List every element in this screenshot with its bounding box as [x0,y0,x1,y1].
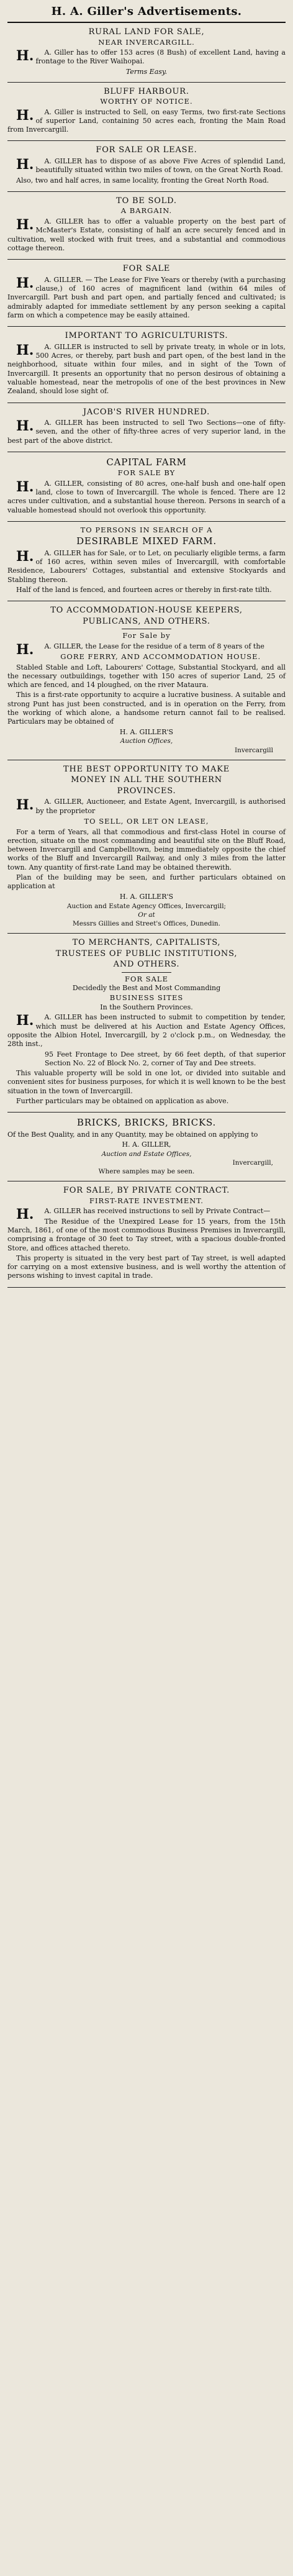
ad-body: H.A. Giller is instructed to Sell, on easy Terms, two first-rate Sections of superior Land, containing 50 acres each, fronting the Main Road from Invercargill. [7,107,286,134]
ad-title: GORE FERRY, AND ACCOMMODATION HOUSE. [60,652,261,662]
ad-body: H.A. Giller has to offer 153 acres (8 Bush) of excellent Land, having a frontage to the River Waihopai. [16,48,286,66]
ad-sale-or-lease [7,141,286,191]
ad-body-2: 95 Feet Frontage to Dee street, by 66 feet depth, of that superior Section No. 22 of Block No. 2, corner of Tay and Dee streets. [45,1050,286,1067]
ad-business-sites [7,934,286,1113]
page-masthead: H. A. Giller's Advertisements. [7,4,286,23]
ad-heading: IMPORTANT TO AGRICULTURISTS. [65,331,228,341]
ad-heading: CAPITAL FARM [106,456,187,468]
ad-heading: RURAL LAND FOR SALE, [88,27,205,37]
ad-subheading: FOR SALE [125,974,168,983]
ad-body: H.A. GILLER has received instructions to sell by Private Contract— [16,1206,271,1223]
ad-body-4: Further particulars may be obtained on application as above. [16,1097,229,1106]
ad-subheading: For Sale by [122,631,171,640]
ad-heading-3: AND OTHERS. [113,960,180,970]
ad-heading: TO ACCOMMODATION-HOUSE KEEPERS, [50,606,243,616]
ad-subheading: FIRST-RATE INVESTMENT. [89,1196,204,1205]
ad-for-sale-lease [7,260,286,327]
ad-heading-2: MONEY IN ALL THE SOUTHERN [71,775,222,785]
ad-body: H.A. GILLER has for Sale, or to Let, on peculiarly eligible terms, a farm of 160 acres, within seven miles of Invercargill, with comfortable Residence, Labourers' Cottages, substantial and extensive Stockyards and Stabling thereon. [7,548,286,584]
ad-body-3: This valuable property will be sold in one lot, or divided into suitable and convenient sites for business purposes, for which it is well known to be the best situation in the town of Invercargill. [7,1069,286,1095]
ad-subheading: FOR SALE BY [117,468,176,478]
ad-signature: H. A. GILLER, [122,1140,171,1149]
ad-capital-farm [7,452,286,522]
ad-subheading: NEAR INVERCARGILL. [98,37,195,47]
ad-body: H.A. GILLER. — The Lease for Five Years or thereby (with a purchasing clause,) of 160 acres of magnificent land (within 64 miles of Invercargill. Part bush and part open, and partially fenced and cultivated; is admirably adapted for immediate settlement by any person seeking a capital farm on which a competence may be easily attained. [7,275,286,319]
ad-signature: H. A. GILLER'S [119,727,174,736]
ad-body-3: Plan of the building may be seen, and further particulars obtained on application at [7,873,286,891]
ad-body: H.A. GILLER is instructed to sell by private treaty, in whole or in lots, 500 Acres, or thereby, part bush and part open, of the best land in the neighborhood, situate within four miles, and in sight of the Town of Invercargill. It presents an opportunity that no person desirous of obtaining a valuable homestead, near the metropolis of one of the best provinces in New Zealand, should lose sight of. [7,342,286,396]
ad-heading-3: PROVINCES. [117,786,176,796]
ad-signature-4: Messrs Gillies and Street's Offices, Dunedin. [73,919,220,927]
ad-signature-3: Invercargill, [232,1158,273,1167]
ad-heading: FOR SALE OR LEASE. [96,145,197,155]
ad-body-3: This is a first-rate opportunity to acquire a lucrative business. A suitable and strong Punt has just been constructed, and is in operation on the Ferry, from the working of which alone, a handsome return cannot fail to be realised. Particulars may be obtained of [7,691,286,726]
ad-signature-2: Auction and Estate Offices, [101,1150,192,1158]
ad-signature-4: Where samples may be seen. [98,1168,195,1176]
ad-line: Decidedly the Best and Most Commanding [72,984,221,993]
ad-heading: TO BE SOLD. [116,196,177,206]
ad-signature-2: Auction and Estate Agency Offices, Invercargill; [66,902,227,910]
ad-body: Of the Best Quality, and in any Quantity, may be obtained on applying to [7,1130,258,1139]
ad-best-opportunity [7,760,286,934]
ad-signature-3: Or at [138,911,155,919]
ad-gore-ferry [7,601,286,760]
ad-body-3: This property is situated in the very best part of Tay street, is well adapted for carrying on a most extensive business, and is well worthy the attention of persons wishing to invest capital in trade. [7,1254,286,1280]
ad-rural-land [7,23,286,83]
divider [122,972,171,973]
ad-body: H.A. GILLER has been instructed to sell Two Sections—one of fifty-seven, and the other of fifty-three acres of very superior land, in the best part of the above district. [7,418,286,445]
ad-heading: JACOB'S RIVER HUNDRED. [83,407,210,417]
ad-subheading: A BARGAIN. [120,206,173,216]
ad-body: H.A. GILLER has to offer a valuable property on the best part of McMaster's Estate, consisting of half an acre securely fenced and in cultivation, well stocked with fruit trees, and a substantial and commodious cottage thereon. [7,216,286,252]
ad-jacobs-river [7,403,286,452]
ad-heading-2: TRUSTEES OF PUBLIC INSTITUTIONS, [55,949,238,958]
ad-body-2: For a term of Years, all that commodious and first-class Hotel in course of erection, situate on the most commanding and beautiful site on the Bluff Road, between Invercargill and Campbelltown, being immediately opposite the chief works of the Bluff and Invercargill Railway, and only 3 miles from the latter town. Any quantity of first-rate Land may be obtained therewith. [7,827,286,872]
ad-body: H.A. GILLER, Auctioneer, and Estate Agent, Invercargill, is authorised by the proprietor [16,797,286,815]
ad-body-2: The Residue of the Unexpired Lease for 15 years, from the 15th March, 1861, of one of the most commodious Business Premises in Invercargill, comprising a frontage of 30 feet to Tay street, with a spacious double-fronted Store, and offices attached thereto. [7,1217,286,1252]
ad-to-be-sold [7,192,286,260]
ad-heading: FOR SALE [122,264,171,274]
ad-body: H.A. GILLER, the Lease for the residue of a term of 8 years of the [16,641,264,658]
ad-body: H.A. GILLER has to dispose of as above Five Acres of splendid Land, beautifully situated within two miles of town, on the Great North Road. [16,157,286,175]
ad-body: H.A. GILLER, consisting of 80 acres, one-half bush and one-half open land, close to town of Invercargill. The whole is fenced. There are 12 acres under cultivation, and a substantial house thereon. Persons in search of a valuable homestead should not overlook this opportunity. [7,478,286,514]
ad-heading: TO MERCHANTS, CAPITALISTS, [72,938,221,948]
ad-heading-2: PUBLICANS, AND OTHERS. [83,616,210,626]
ad-agriculturists [7,327,286,403]
ad-body-2: Stabled Stable and Loft, Labourers' Cottage, Substantial Stockyard, and all the necessary outbuildings, together with 150 acres of superior Land, 25 of which are fenced, and 14 ploughed, on the river Mataura. [7,663,286,690]
ad-terms: Terms Easy. [125,67,168,76]
ad-private-contract [7,1181,286,1287]
ad-line-2: BUSINESS SITES [109,993,184,1003]
ad-heading: TO PERSONS IN SEARCH OF A [80,525,213,534]
ad-heading: THE BEST OPPORTUNITY TO MAKE [63,764,230,774]
ad-subheading: TO SELL, OR LET ON LEASE, [84,817,209,826]
ad-signature: H. A. GILLER'S [119,892,174,901]
ad-body: H.A. GILLER has been instructed to submit to competition by tender, which must be delivered at his Auction and Estate Agency Offices, opposite the Albion Hotel, Invercargill, by 2 o'clock p.m., on Wednesday, the 28th inst., [7,1013,286,1049]
ad-body-2: Half of the land is fenced, and fourteen acres or thereby in first-rate tilth. [16,585,272,594]
ad-bluff-harbour [7,83,286,142]
ad-line-3: In the Southern Provinces. [100,1003,193,1011]
ad-heading: FOR SALE, BY PRIVATE CONTRACT. [63,1186,230,1196]
ad-subheading: WORTHY OF NOTICE. [100,97,193,106]
ad-mixed-farm [7,522,286,601]
ad-signature-2: Auction Offices, [120,737,173,745]
ad-heading: BRICKS, BRICKS, BRICKS. [76,1117,217,1129]
ad-subheading: DESIRABLE MIXED FARM. [76,535,217,547]
ad-body-2: Also, two and half acres, in same locality, fronting the Great North Road. [16,176,269,184]
ad-bricks [7,1113,286,1181]
ad-signature-3: Invercargill [234,746,273,754]
ad-heading: BLUFF HARBOUR. [104,86,189,96]
